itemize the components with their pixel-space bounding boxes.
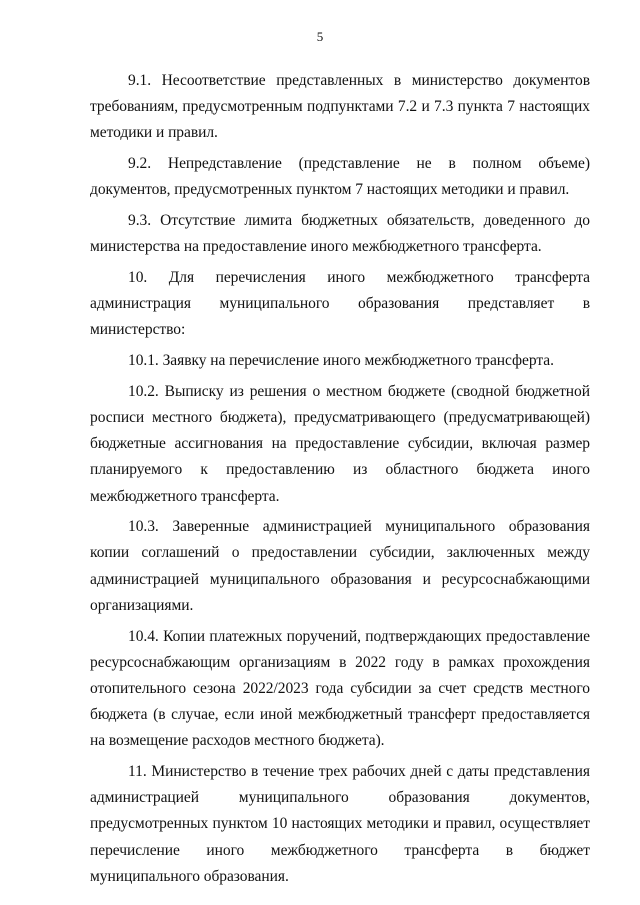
page-number: 5 — [316, 29, 324, 44]
paragraph-9-3: 9.3. Отсутствие лимита бюджетных обязательств, доведенного до министерства на предоставление иного межбюджетного трансферта. — [90, 212, 590, 256]
paragraph-9-2: 9.2. Непредставление (представление не в полном объеме) документов, предусмотренных пунктом 7 настоящих методики и правил. — [90, 155, 590, 199]
paragraph-10-4: 10.4. Копии платежных поручений, подтверждающих предоставление ресурсоснабжающим организациям в 2022 году в рамках прохождения отопительного сезона 2022/2023 года субсидии за счет средств местного бюджета (в случае, если иной межбюджетный трансферт предоставляется на возмещение расходов местного бюджета). — [90, 627, 590, 750]
paragraph-10-1: 10.1. Заявку на перечисление иного межбюджетного трансферта. — [128, 352, 554, 370]
paragraph-10-2: 10.2. Выписку из решения о местном бюджете (сводной бюджетной росписи местного бюджета), предусматривающего (предусматривающей) бюджетные ассигнования на предоставление субсидии, включая размер планируемого к предоставлению из областного бюджета иного межбюджетного трансферта. — [90, 382, 590, 505]
paragraph-10-3: 10.3. Заверенные администрацией муниципального образования копии соглашений о предоставлении субсидии, заключенных между администрацией муниципального образования и ресурсоснабжающими организациями. — [90, 518, 590, 614]
document-body — [90, 68, 590, 895]
paragraph-9-1: 9.1. Несоответствие представленных в министерство документов требованиям, предусмотренным подпунктами 7.2 и 7.3 пункта 7 настоящих методики и правил. — [90, 72, 590, 142]
paragraph-10: 10. Для перечисления иного межбюджетного трансферта администрация муниципального образования представляет в министерство: — [90, 268, 590, 339]
paragraph-11: 11. Министерство в течение трех рабочих дней с даты представления администрацией муниципального образования документов, предусмотренных пунктом 10 настоящих методики и правил, осуществляет перечисление иного межбюджетного трансферта в бюджет муниципального образования. — [90, 763, 590, 885]
